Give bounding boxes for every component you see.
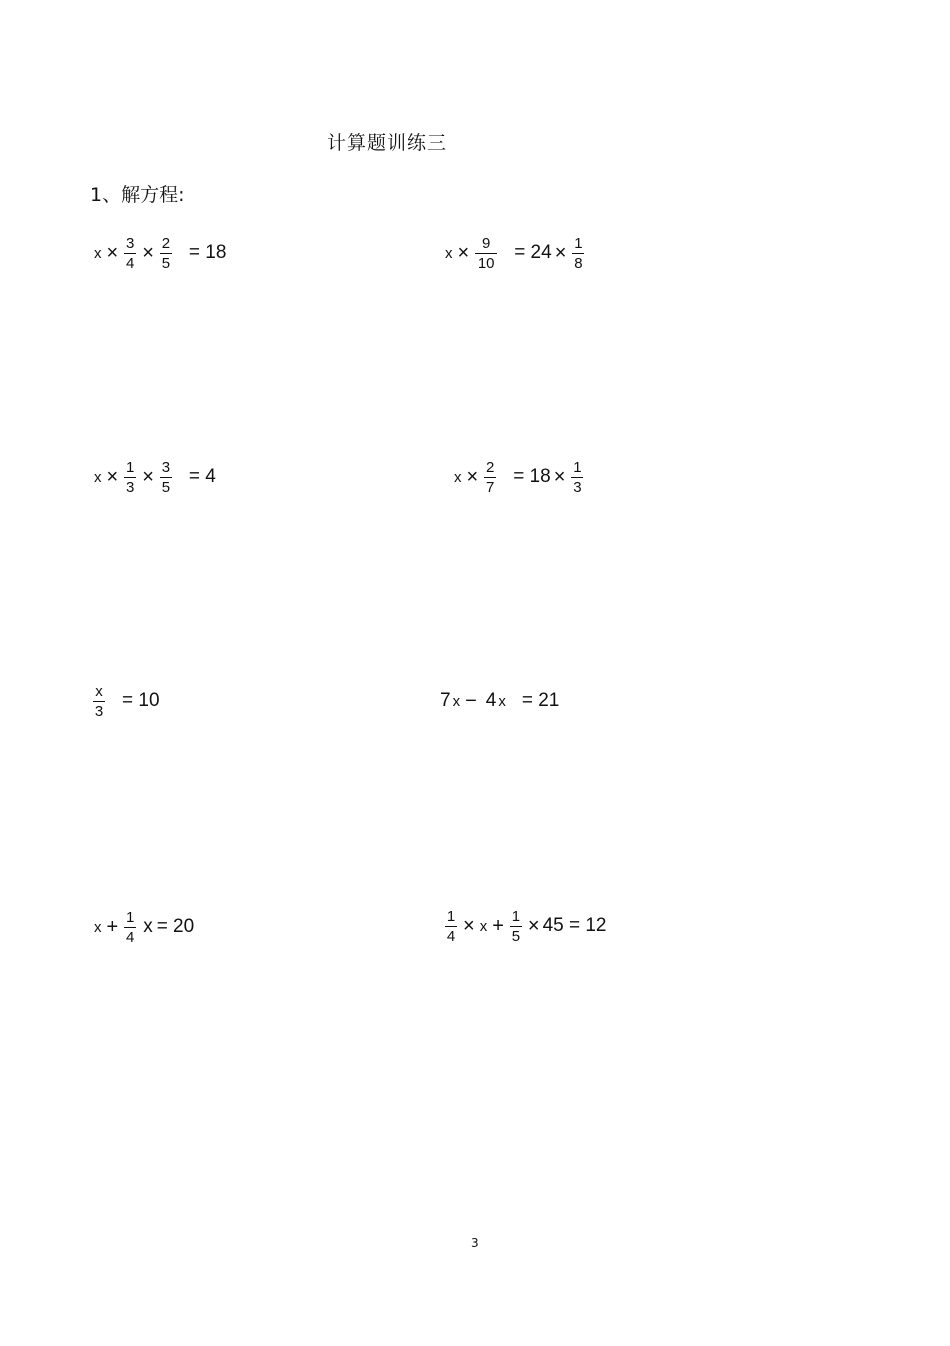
equation-5 [90, 676, 160, 726]
times-sign: × [106, 241, 119, 264]
right-hand-side: = 21 [521, 690, 560, 711]
numerator: 3 [161, 458, 171, 476]
equation-7 [92, 902, 194, 952]
coefficient: 4 [485, 690, 497, 711]
numerator: 1 [126, 908, 135, 926]
denominator: 5 [161, 254, 171, 272]
denominator: 5 [511, 927, 521, 945]
numerator: 2 [161, 234, 171, 252]
fraction [484, 459, 496, 496]
fraction [124, 235, 136, 272]
minus-sign: − [465, 689, 477, 712]
times-sign: × [553, 465, 566, 488]
variable: x [452, 692, 461, 710]
equation-4 [452, 452, 586, 502]
numerator: x [95, 682, 103, 700]
fraction [160, 235, 172, 272]
equation-3 [92, 452, 216, 502]
right-hand-side: = 24 [514, 242, 552, 263]
denominator: 3 [573, 478, 582, 496]
times-sign: × [142, 465, 154, 488]
denominator: 5 [161, 478, 171, 496]
numerator: 1 [573, 458, 582, 476]
denominator: 8 [574, 254, 583, 272]
right-hand-side: 45 = 12 [542, 915, 607, 936]
right-hand-side: = 18 [513, 466, 551, 487]
plus-sign: + [492, 914, 504, 937]
denominator: 3 [94, 702, 104, 720]
fraction [93, 683, 105, 720]
equation-6 [440, 676, 559, 726]
numerator: 1 [126, 458, 135, 476]
page-title: 计算题训练三 [327, 132, 448, 154]
right-hand-side: = 10 [122, 690, 160, 711]
times-sign: × [142, 241, 154, 264]
right-hand-side: = 20 [156, 916, 195, 937]
variable: x [445, 244, 453, 262]
fraction [475, 235, 497, 272]
variable: x [143, 916, 153, 937]
fraction [445, 908, 457, 945]
numerator: 1 [511, 907, 521, 925]
equation-8 [442, 901, 606, 951]
times-sign: × [463, 914, 475, 937]
page-number: 3 [471, 1236, 479, 1250]
times-sign: × [554, 241, 567, 264]
fraction [124, 909, 136, 946]
times-sign: × [527, 914, 540, 937]
right-hand-side: = 4 [188, 466, 216, 487]
denominator: 4 [126, 254, 135, 272]
fraction [571, 459, 583, 496]
denominator: 10 [477, 254, 495, 272]
denominator: 4 [446, 927, 456, 945]
fraction [160, 459, 172, 496]
equation-2 [443, 228, 587, 278]
numerator: 2 [486, 458, 495, 476]
right-hand-side: = 18 [188, 242, 227, 263]
numerator: 1 [446, 907, 456, 925]
equation-1 [92, 228, 226, 278]
fraction [572, 235, 584, 272]
times-sign: × [466, 465, 479, 488]
numerator: 3 [126, 234, 135, 252]
times-sign: × [457, 241, 470, 264]
denominator: 3 [126, 478, 135, 496]
times-sign: × [106, 465, 119, 488]
variable: x [94, 468, 102, 486]
variable: x [479, 917, 488, 935]
variable: x [454, 468, 462, 486]
denominator: 4 [126, 928, 135, 946]
section-heading: 1、解方程: [90, 184, 185, 206]
fraction [510, 908, 522, 945]
denominator: 7 [486, 478, 495, 496]
fraction [124, 459, 136, 496]
numerator: 1 [574, 234, 583, 252]
variable: x [94, 244, 102, 262]
variable: x [498, 692, 506, 710]
variable: x [94, 918, 102, 936]
numerator: 9 [482, 234, 491, 252]
plus-sign: + [106, 915, 119, 938]
coefficient: 7 [440, 690, 451, 711]
